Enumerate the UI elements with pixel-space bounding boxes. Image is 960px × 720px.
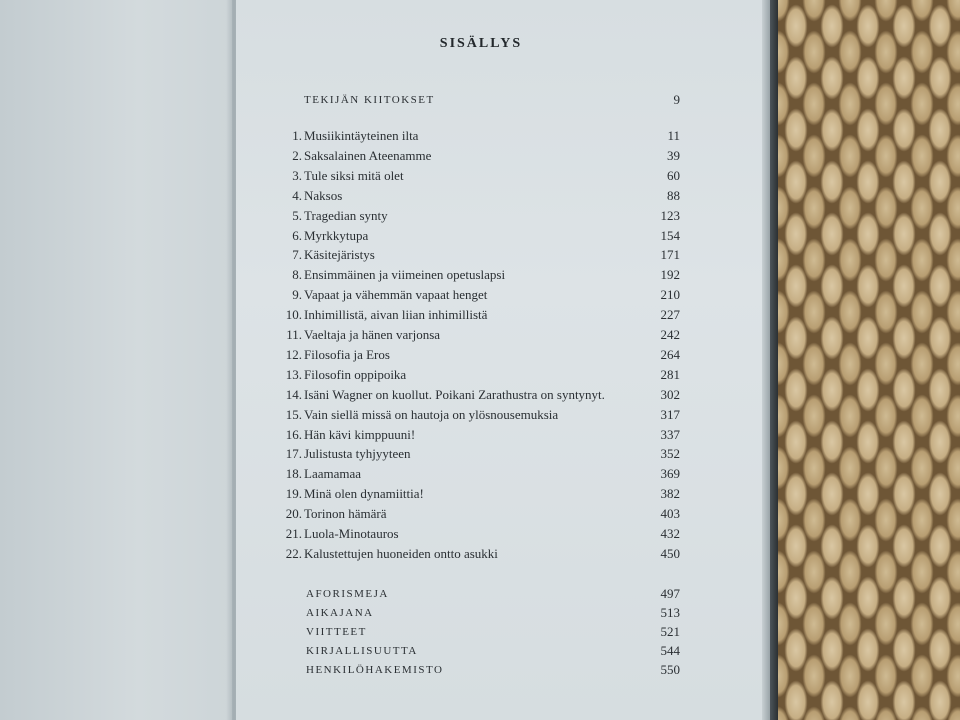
toc-entry-page: 264 bbox=[660, 346, 680, 362]
toc-entry-label: Naksos bbox=[304, 187, 343, 203]
toc-chapter-entry bbox=[272, 545, 498, 563]
toc-entry-label: Minä olen dynamiittia! bbox=[304, 486, 424, 502]
toc-entry-label: Torinon hämärä bbox=[304, 506, 387, 522]
toc-chapter-entry bbox=[272, 306, 487, 324]
toc-chapter-number: 5. bbox=[292, 207, 302, 223]
toc-chapter-number: 14. bbox=[285, 386, 302, 402]
toc-chapter-number: 8. bbox=[292, 267, 302, 283]
toc-entry-label: Luola-Minotauros bbox=[304, 526, 399, 541]
toc-chapter-entry bbox=[272, 505, 386, 523]
toc-chapter-entry bbox=[272, 386, 605, 404]
toc-entry-label: Julistusta tyhjyyteen bbox=[304, 446, 411, 462]
toc-chapter-number: 18. bbox=[285, 466, 302, 482]
toc-chapter-entry bbox=[272, 426, 415, 444]
toc-chapter-number: 19. bbox=[285, 486, 302, 502]
toc-entry-page: 9 bbox=[673, 92, 680, 107]
toc-entry-label: KIRJALLISUUTTA bbox=[306, 645, 418, 657]
toc-entry-page: 210 bbox=[660, 287, 680, 303]
toc-entry-label: Tragedian synty bbox=[304, 207, 388, 223]
toc-chapter-number: 21. bbox=[285, 526, 302, 541]
toc-chapter-entry bbox=[272, 485, 424, 503]
toc-entry-page: 154 bbox=[660, 227, 680, 243]
toc-entry-page: 521 bbox=[660, 624, 680, 639]
toc-entry-label: VIITTEET bbox=[306, 626, 367, 638]
toc-entry-label: Saksalainen Ateenamme bbox=[304, 147, 432, 163]
toc-entry-label: Hän kävi kimppuuni! bbox=[304, 426, 416, 442]
toc-entry-label: Laamamaa bbox=[304, 466, 362, 482]
toc-entry-label: Inhimillistä, aivan liian inhimillistä bbox=[304, 307, 488, 323]
toc-back-entry bbox=[306, 585, 389, 603]
toc-entry-page: 513 bbox=[660, 605, 680, 620]
toc-chapter-entry bbox=[272, 207, 388, 225]
toc-entry-label: Myrkkytupa bbox=[304, 227, 369, 243]
toc-back-entry bbox=[306, 661, 443, 679]
toc-chapter-entry bbox=[272, 127, 418, 145]
toc-entry-label: Kalustettujen huoneiden ontto asukki bbox=[304, 545, 498, 561]
toc-chapter-entry bbox=[272, 167, 404, 185]
toc-entry-page: 227 bbox=[660, 307, 680, 323]
toc-entry-page: 281 bbox=[660, 366, 680, 382]
toc-entry-page: 544 bbox=[660, 643, 680, 658]
toc-back-entry bbox=[306, 642, 418, 660]
page-title: SISÄLLYS bbox=[439, 36, 523, 51]
toc-entry-label: Vain siellä missä on hautoja on ylösnousemuksia bbox=[304, 406, 559, 422]
left-book-page bbox=[0, 0, 232, 720]
toc-chapter-entry bbox=[272, 525, 399, 543]
toc-chapter-number: 16. bbox=[285, 426, 302, 442]
toc-chapter-number: 7. bbox=[292, 247, 302, 263]
toc-entry-label: Ensimmäinen ja viimeinen opetuslapsi bbox=[304, 267, 506, 283]
toc-entry-page: 550 bbox=[660, 662, 680, 677]
toc-chapter-entry bbox=[272, 346, 390, 364]
toc-chapter-entry bbox=[272, 445, 411, 463]
toc-chapter-number: 2. bbox=[292, 147, 302, 163]
toc-entry-page: 11 bbox=[667, 128, 680, 143]
toc-entry-page: 171 bbox=[660, 247, 680, 263]
toc-chapter-number: 6. bbox=[292, 227, 302, 243]
page-edge bbox=[762, 0, 770, 720]
toc-chapter-number: 9. bbox=[292, 287, 302, 303]
toc-front-entry bbox=[304, 91, 435, 109]
toc-entry-label: AIKAJANA bbox=[306, 607, 374, 619]
toc-chapter-number: 17. bbox=[285, 446, 302, 462]
toc-entry-label: Musiikintäyteinen ilta bbox=[304, 128, 419, 143]
toc-entry-page: 302 bbox=[660, 386, 680, 402]
toc-chapter-entry bbox=[272, 147, 431, 165]
toc-chapter-entry bbox=[272, 227, 368, 245]
toc-entry-page: 123 bbox=[660, 207, 680, 223]
toc-entry-page: 497 bbox=[660, 586, 680, 601]
toc-chapter-number: 10. bbox=[285, 307, 302, 323]
toc-entry-page: 317 bbox=[660, 406, 680, 422]
toc-chapter-entry bbox=[272, 366, 406, 384]
toc-entry-page: 403 bbox=[660, 506, 680, 522]
toc-back-entry bbox=[306, 604, 374, 622]
toc-entry-label: Vaeltaja ja hänen varjonsa bbox=[304, 327, 441, 342]
toc-entry-page: 369 bbox=[660, 466, 680, 482]
toc-entry-label: Isäni Wagner on kuollut. Poikani Zarathustra on syntynyt. bbox=[304, 386, 605, 402]
toc-entry-label: Tule siksi mitä olet bbox=[304, 167, 404, 183]
toc-chapter-number: 3. bbox=[292, 167, 302, 183]
toc-entry-page: 337 bbox=[660, 426, 680, 442]
toc-back-entry bbox=[306, 623, 367, 641]
toc-entry-page: 382 bbox=[660, 486, 680, 502]
woven-mat-background bbox=[778, 0, 960, 720]
toc-chapter-entry bbox=[272, 406, 558, 424]
toc-chapter-number: 12. bbox=[285, 346, 302, 362]
toc-entry-page: 352 bbox=[660, 446, 680, 462]
toc-chapter-number: 1. bbox=[292, 128, 302, 143]
toc-entry-page: 88 bbox=[667, 187, 680, 203]
toc-chapter-entry bbox=[272, 326, 440, 344]
toc-chapter-number: 20. bbox=[285, 506, 302, 522]
toc-entry-page: 60 bbox=[667, 167, 680, 183]
toc-entry-label: Filosofia ja Eros bbox=[304, 346, 390, 362]
toc-chapter-entry bbox=[272, 246, 375, 264]
book-cover-edge bbox=[770, 0, 778, 720]
toc-entry-page: 242 bbox=[660, 327, 680, 342]
toc-entry-page: 39 bbox=[667, 147, 680, 163]
toc-chapter-entry bbox=[272, 187, 342, 205]
toc-chapter-number: 13. bbox=[285, 366, 302, 382]
toc-entry-page: 432 bbox=[660, 526, 680, 541]
toc-entry-page: 192 bbox=[660, 267, 680, 283]
toc-chapter-number: 4. bbox=[292, 187, 302, 203]
toc-entry-label: Filosofin oppipoika bbox=[304, 366, 407, 382]
toc-entry-page: 450 bbox=[660, 545, 680, 561]
toc-entry-label: AFORISMEJA bbox=[306, 588, 389, 600]
toc-chapter-number: 11. bbox=[286, 327, 302, 342]
toc-entry-label: Vapaat ja vähemmän vapaat henget bbox=[304, 287, 488, 303]
toc-entry-label: Käsitejäristys bbox=[304, 247, 375, 263]
toc-chapter-number: 22. bbox=[285, 545, 302, 561]
toc-chapter-number: 15. bbox=[285, 406, 302, 422]
toc-chapter-entry bbox=[272, 266, 505, 284]
toc-chapter-entry bbox=[272, 465, 361, 483]
toc-chapter-entry bbox=[272, 286, 487, 304]
toc-entry-label: HENKILÖHAKEMISTO bbox=[306, 664, 444, 676]
toc-entry-label: TEKIJÄN KIITOKSET bbox=[304, 94, 435, 106]
